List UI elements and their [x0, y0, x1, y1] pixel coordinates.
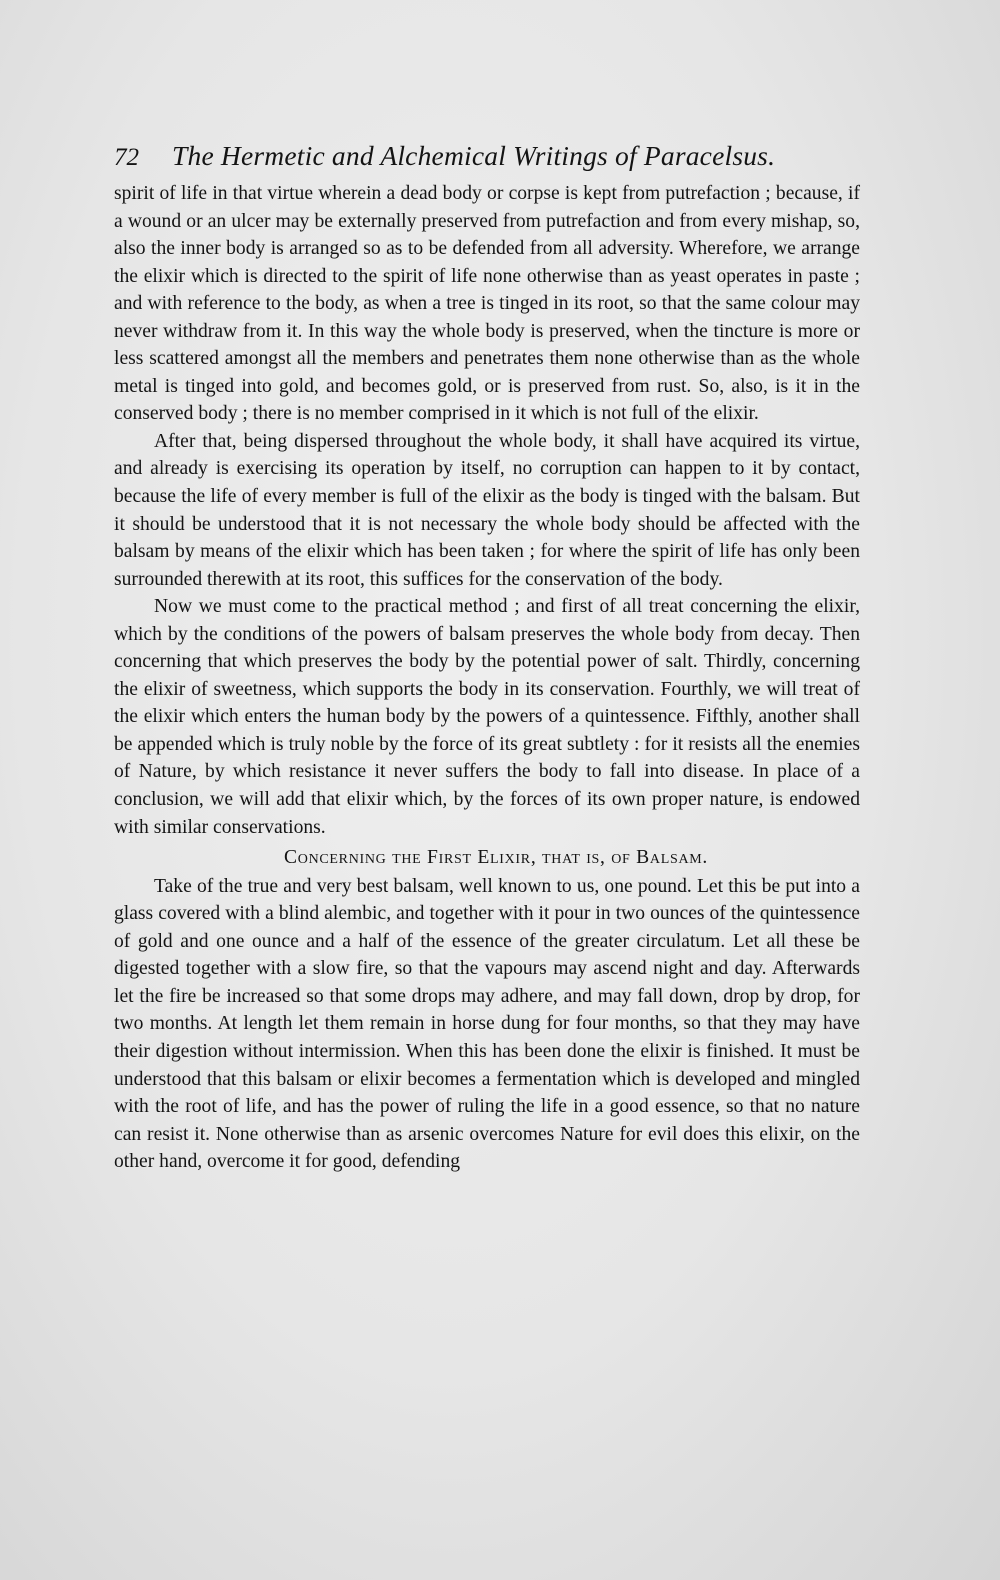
paragraph: After that, being dispersed throughout the whole body, it shall have acquired its virtue, and already is exercising its operation by itself, no corruption can happen to it by contact, because the life of every member is full of the elixir as the body is tinged with the balsam. But it should be understood that it is not necessary the whole body should be affected with the balsam by means of the elixir which has been taken ; for where the spirit of life has only been surrounded therewith at its root, this suffices for the conservation of the body. [114, 430, 860, 590]
paragraph: Take of the true and very best balsam, well known to us, one pound. Let this be put into a glass covered with a blind alembic, and together with it pour in two ounces of the quintessence of gold and one ounce and a half of the essence of the greater circulatum. Let all these be digested together with a slow fire, so that the vapours may ascend night and day. Afterwards let the fire be increased so that some drops may adhere, and may fall down, drop by drop, for two months. At length let them remain in horse dung for four months, so that they may have their digestion without intermission. When this has been done the elixir is finished. It must be understood that this balsam or elixir becomes a fermentation which is developed and mingled with the root of life, and has the power of ruling the life in a good essence, so that no nature can resist it. None otherwise than as arsenic overcomes Nature for evil does this elixir, on the other hand, overcome it for good, defending [114, 875, 860, 1173]
paragraph-continued: spirit of life in that virtue wherein a dead body or corpse is kept from putrefaction ; because, if a wound or an ulcer may be externally preserved from putrefaction and from every mishap, so, also the inner body is arranged so as to be defended from all adversity. Wherefore, we arrange the elixir which is directed to the spirit of life none otherwise than as yeast operates in paste ; and with reference to the body, as when a tree is tinged in its root, so that the same colour may never withdraw from it. In this way the whole body is preserved, when the tincture is more or less scattered amongst all the members and penetrates them none otherwise than as the whole metal is tinged into gold, and becomes gold, or is preserved from rust. So, also, is it in the conserved body ; there is no member comprised in it which is not full of the elixir. [114, 183, 860, 425]
body-text [114, 180, 860, 1176]
book-title: The Hermetic and Alchemical Writings of Paracelsus. [172, 140, 776, 171]
running-head [114, 140, 860, 172]
page-number: 72 [114, 144, 139, 171]
paragraph: Now we must come to the practical method ; and first of all treat concerning the elixir, which by the conditions of the powers of balsam preserves the whole body from decay. Then concerning that which preserves the body by the potential power of salt. Thirdly, concerning the elixir of sweetness, which supports the body in its conservation. Fourthly, we will treat of the elixir which enters the human body by the powers of a quintessence. Fifthly, another shall be appended which is truly noble by the force of its great subtlety : for it resists all the enemies of Nature, by which resistance it never suffers the body to fall into disease. In place of a conclusion, we will add that elixir which, by the forces of its own proper nature, is endowed with similar conservations. [114, 596, 860, 838]
section-heading: Concerning the First Elixir, that is, of Balsam. [283, 847, 709, 869]
